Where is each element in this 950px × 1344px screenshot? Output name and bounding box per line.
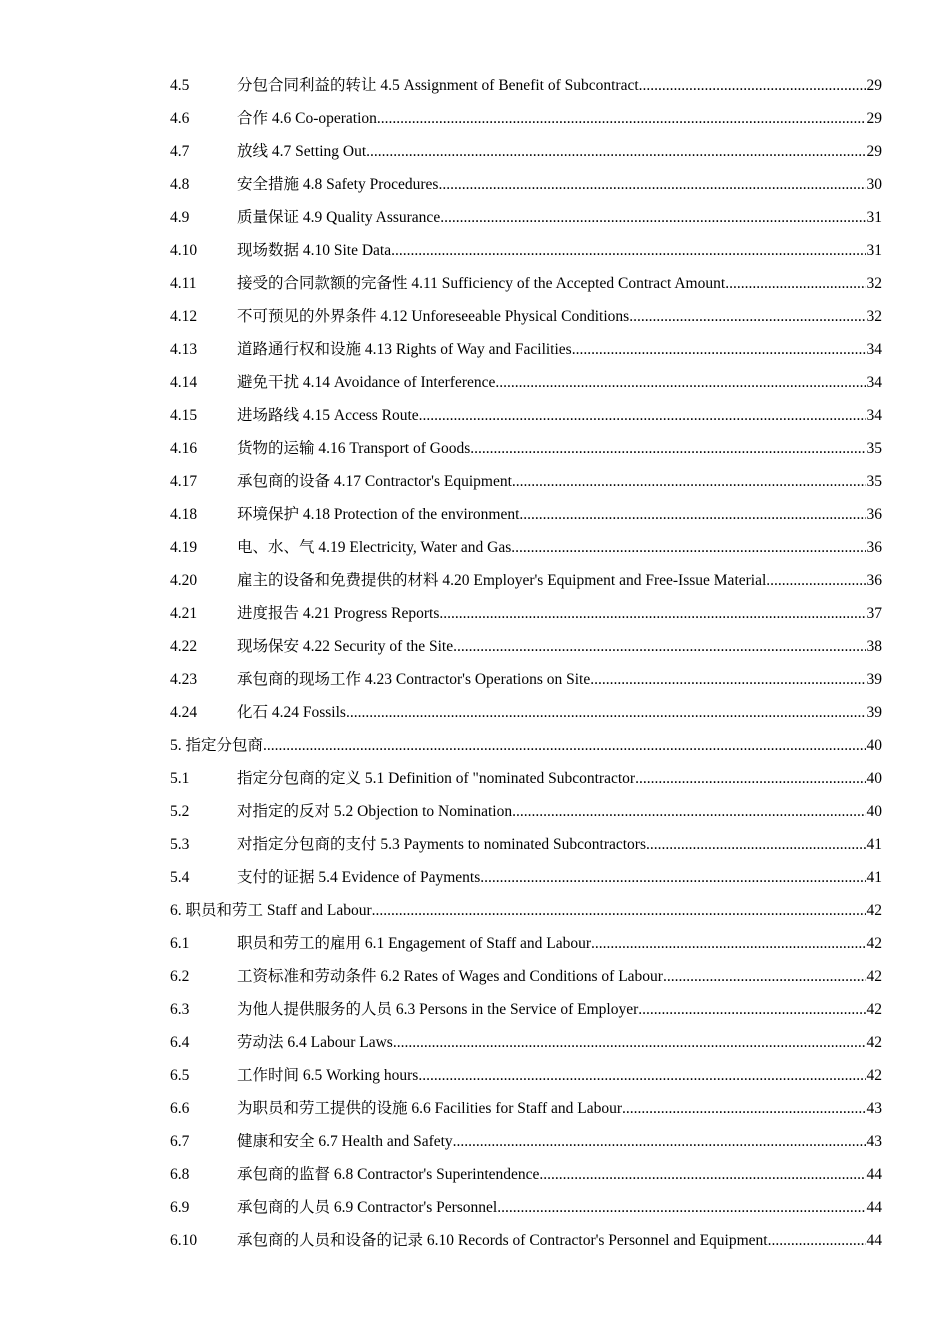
toc-entry-number: 4.17 (170, 473, 198, 490)
toc-entry-number: 4.11 (170, 275, 197, 292)
toc-entry-number: 4.6 (170, 110, 190, 127)
toc-dot-leader (590, 663, 865, 696)
toc-dot-leader (591, 927, 866, 960)
toc-entry[interactable] (170, 960, 882, 993)
toc-entry-number: 5.1 (170, 770, 190, 787)
toc-entry-title: 工资标准和劳动条件 6.2 Rates of Wages and Conditions of Labour (237, 968, 663, 985)
toc-page-number: 42 (866, 1034, 882, 1051)
toc-entry[interactable] (170, 465, 882, 498)
toc-entry[interactable] (170, 234, 882, 267)
toc-dot-leader (377, 102, 866, 135)
toc-entry-title: 合作 4.6 Co-operation (237, 110, 377, 127)
toc-dot-leader (470, 432, 865, 465)
toc-entry-number: 6.7 (170, 1133, 190, 1150)
toc-dot-leader (439, 597, 865, 630)
toc-entry-title: 对指定分包商的支付 5.3 Payments to nominated Subcontractors (237, 836, 646, 853)
toc-entry[interactable] (170, 69, 882, 102)
toc-entry-number: 4.12 (170, 308, 198, 325)
toc-entry-title: 职员和劳工的雇用 6.1 Engagement of Staff and Labour (237, 935, 591, 952)
toc-dot-leader (346, 696, 866, 729)
toc-dot-leader (622, 1092, 865, 1125)
toc-page-number: 36 (866, 539, 882, 556)
toc-entry-number: 6.9 (170, 1199, 190, 1216)
toc-entry[interactable] (170, 531, 882, 564)
toc-entry-number: 4.7 (170, 143, 190, 160)
toc-entry[interactable] (170, 201, 882, 234)
toc-page-number: 29 (866, 143, 882, 160)
toc-entry[interactable] (170, 1191, 882, 1224)
toc-entry[interactable] (170, 1224, 882, 1257)
toc-entry[interactable] (170, 927, 882, 960)
toc-page-number: 41 (866, 836, 882, 853)
toc-page-number: 42 (866, 902, 882, 919)
toc-entry[interactable] (170, 630, 882, 663)
toc-entry-title: 分包合同利益的转让 4.5 Assignment of Benefit of Subcontract (237, 77, 639, 94)
toc-entry[interactable] (170, 366, 882, 399)
toc-entry-title: 劳动法 6.4 Labour Laws (237, 1034, 393, 1051)
toc-entry-title: 不可预见的外界条件 4.12 Unforeseeable Physical Conditions (237, 308, 630, 325)
toc-entry-number: 6.5 (170, 1067, 190, 1084)
toc-dot-leader (629, 300, 865, 333)
toc-dot-leader (725, 267, 865, 300)
toc-entry-title: 承包商的设备 4.17 Contractor's Equipment (237, 473, 512, 490)
toc-entry-number: 4.9 (170, 209, 190, 226)
toc-page-number: 36 (866, 506, 882, 523)
toc-entry[interactable] (170, 300, 882, 333)
toc-page-number: 38 (866, 638, 882, 655)
toc-dot-leader (768, 1224, 866, 1257)
toc-entry-number: 4.23 (170, 671, 198, 688)
toc-entry-number: 5.4 (170, 869, 190, 886)
toc-entry-number: 6.3 (170, 1001, 190, 1018)
toc-entry[interactable] (170, 1092, 882, 1125)
toc-section-heading[interactable] (170, 894, 882, 927)
toc-dot-leader (440, 201, 865, 234)
toc-page-number: 40 (866, 803, 882, 820)
toc-entry-number: 4.15 (170, 407, 198, 424)
toc-page-number: 44 (866, 1166, 882, 1183)
toc-dot-leader (263, 729, 865, 762)
toc-entry-number: 4.20 (170, 572, 198, 589)
toc-entry[interactable] (170, 432, 882, 465)
toc-entry[interactable] (170, 597, 882, 630)
toc-entry[interactable] (170, 1158, 882, 1191)
toc-entry-title: 环境保护 4.18 Protection of the environment (237, 506, 520, 523)
toc-entry-title: 6. 职员和劳工 Staff and Labour (170, 902, 372, 919)
toc-page-number: 42 (866, 1001, 882, 1018)
toc-dot-leader (453, 1125, 866, 1158)
toc-dot-leader (512, 465, 866, 498)
toc-dot-leader (519, 498, 865, 531)
toc-page-number: 37 (866, 605, 882, 622)
toc-dot-leader (497, 1191, 865, 1224)
toc-page-number: 42 (866, 968, 882, 985)
toc-dot-leader (766, 564, 865, 597)
toc-page-number: 42 (866, 935, 882, 952)
toc-entry[interactable] (170, 399, 882, 432)
toc-page-number: 41 (866, 869, 882, 886)
toc-page-number: 40 (866, 737, 882, 754)
toc-dot-leader (639, 69, 866, 102)
toc-entry-number: 6.4 (170, 1034, 190, 1051)
toc-dot-leader (391, 234, 865, 267)
toc-entry-title: 承包商的监督 6.8 Contractor's Superintendence (237, 1166, 540, 1183)
toc-page-number: 42 (866, 1067, 882, 1084)
toc-entry-number: 6.6 (170, 1100, 190, 1117)
toc-entry-number: 4.22 (170, 638, 198, 655)
toc-entry-title: 指定分包商的定义 5.1 Definition of "nominated Subcontractor (237, 770, 636, 787)
toc-entry[interactable] (170, 762, 882, 795)
toc-entry-title: 为他人提供服务的人员 6.3 Persons in the Service of Employer (237, 1001, 639, 1018)
toc-entry-title: 进度报告 4.21 Progress Reports (237, 605, 440, 622)
toc-entry-title: 工作时间 6.5 Working hours (237, 1067, 419, 1084)
toc-page-number: 43 (866, 1100, 882, 1117)
toc-dot-leader (635, 762, 865, 795)
toc-entry-title: 承包商的现场工作 4.23 Contractor's Operations on Site (237, 671, 591, 688)
toc-entry-number: 4.24 (170, 704, 198, 721)
toc-entry-number: 4.14 (170, 374, 198, 391)
toc-entry-title: 承包商的人员 6.9 Contractor's Personnel (237, 1199, 498, 1216)
toc-entry[interactable] (170, 333, 882, 366)
toc-entry-title: 现场保安 4.22 Security of the Site (237, 638, 454, 655)
toc-entry-number: 4.21 (170, 605, 198, 622)
toc-page-number: 31 (866, 242, 882, 259)
toc-page-number: 43 (866, 1133, 882, 1150)
toc-entry[interactable] (170, 1026, 882, 1059)
toc-dot-leader (646, 828, 866, 861)
toc-dot-leader (372, 894, 866, 927)
toc-entry-title: 健康和安全 6.7 Health and Safety (237, 1133, 453, 1150)
toc-dot-leader (480, 861, 865, 894)
toc-entry-number: 5.3 (170, 836, 190, 853)
toc-entry-title: 5. 指定分包商 (170, 737, 264, 754)
toc-entry-title: 支付的证据 5.4 Evidence of Payments (237, 869, 481, 886)
toc-entry-number: 6.2 (170, 968, 190, 985)
toc-dot-leader (418, 1059, 865, 1092)
toc-dot-leader (453, 630, 865, 663)
toc-entry[interactable] (170, 135, 882, 168)
toc-section-heading[interactable] (170, 729, 882, 762)
toc-page-number: 39 (866, 671, 882, 688)
toc-entry-number: 4.13 (170, 341, 198, 358)
toc-entry-title: 避免干扰 4.14 Avoidance of Interference (237, 374, 496, 391)
toc-entry-title: 化石 4.24 Fossils (237, 704, 346, 721)
toc-entry-title: 电、水、气 4.19 Electricity, Water and Gas (237, 539, 512, 556)
toc-entry[interactable] (170, 696, 882, 729)
toc-entry-number: 6.1 (170, 935, 190, 952)
toc-dot-leader (419, 399, 866, 432)
toc-entry-title: 雇主的设备和免费提供的材料 4.20 Employer's Equipment and Free-Issue Material (237, 572, 767, 589)
toc-entry-number: 4.19 (170, 539, 198, 556)
toc-dot-leader (638, 993, 865, 1026)
toc-page-number: 34 (866, 374, 882, 391)
toc-dot-leader (512, 795, 865, 828)
toc-entry-title: 道路通行权和设施 4.13 Rights of Way and Facilities (237, 341, 572, 358)
toc-entry-number: 4.8 (170, 176, 190, 193)
toc-entry-number: 4.10 (170, 242, 198, 259)
toc-entry[interactable] (170, 663, 882, 696)
toc-page-number: 34 (866, 407, 882, 424)
toc-entry-number: 6.8 (170, 1166, 190, 1183)
toc-dot-leader (511, 531, 865, 564)
toc-page-number: 31 (866, 209, 882, 226)
toc-entry-number: 4.16 (170, 440, 198, 457)
toc-entry-title: 安全措施 4.8 Safety Procedures (237, 176, 439, 193)
toc-entry[interactable] (170, 267, 882, 300)
toc-entry[interactable] (170, 861, 882, 894)
toc-entry-number: 4.5 (170, 77, 190, 94)
toc-entry-title: 对指定的反对 5.2 Objection to Nomination (237, 803, 513, 820)
toc-dot-leader (366, 135, 865, 168)
toc-entry-title: 进场路线 4.15 Access Route (237, 407, 419, 424)
toc-page-number: 44 (866, 1199, 882, 1216)
toc-entry-title: 放线 4.7 Setting Out (237, 143, 367, 160)
toc-entry-title: 质量保证 4.9 Quality Assurance (237, 209, 441, 226)
toc-page-number: 36 (866, 572, 882, 589)
toc-page-number: 32 (866, 308, 882, 325)
toc-dot-leader (393, 1026, 866, 1059)
toc-entry-number: 4.18 (170, 506, 198, 523)
toc-entry[interactable] (170, 993, 882, 1026)
toc-page-number: 30 (866, 176, 882, 193)
toc-page-number: 44 (866, 1232, 882, 1249)
toc-entry[interactable] (170, 828, 882, 861)
toc-dot-leader (495, 366, 865, 399)
toc-entry[interactable] (170, 1059, 882, 1092)
toc-entry[interactable] (170, 498, 882, 531)
toc-page-number: 40 (866, 770, 882, 787)
toc-dot-leader (539, 1158, 865, 1191)
toc-dot-leader (663, 960, 866, 993)
toc-entry-title: 承包商的人员和设备的记录 6.10 Records of Contractor's Personnel and Equipment (237, 1232, 768, 1249)
toc-page-number: 34 (866, 341, 882, 358)
toc-page-number: 29 (866, 77, 882, 94)
toc-entry[interactable] (170, 564, 882, 597)
toc-entry[interactable] (170, 795, 882, 828)
toc-dot-leader (572, 333, 866, 366)
table-of-contents (170, 69, 882, 1257)
toc-entry-title: 接受的合同款额的完备性 4.11 Sufficiency of the Accepted Contract Amount (237, 275, 726, 292)
toc-page-number: 35 (866, 473, 882, 490)
toc-entry[interactable] (170, 1125, 882, 1158)
toc-entry-title: 为职员和劳工提供的设施 6.6 Facilities for Staff and Labour (237, 1100, 623, 1117)
toc-page-number: 29 (866, 110, 882, 127)
toc-entry-number: 5.2 (170, 803, 190, 820)
toc-entry[interactable] (170, 168, 882, 201)
toc-page-number: 32 (866, 275, 882, 292)
toc-entry-number: 6.10 (170, 1232, 198, 1249)
toc-entry[interactable] (170, 102, 882, 135)
toc-dot-leader (438, 168, 865, 201)
toc-entry-title: 现场数据 4.10 Site Data (237, 242, 392, 259)
toc-page-number: 39 (866, 704, 882, 721)
toc-entry-title: 货物的运输 4.16 Transport of Goods (237, 440, 471, 457)
toc-page-number: 35 (866, 440, 882, 457)
